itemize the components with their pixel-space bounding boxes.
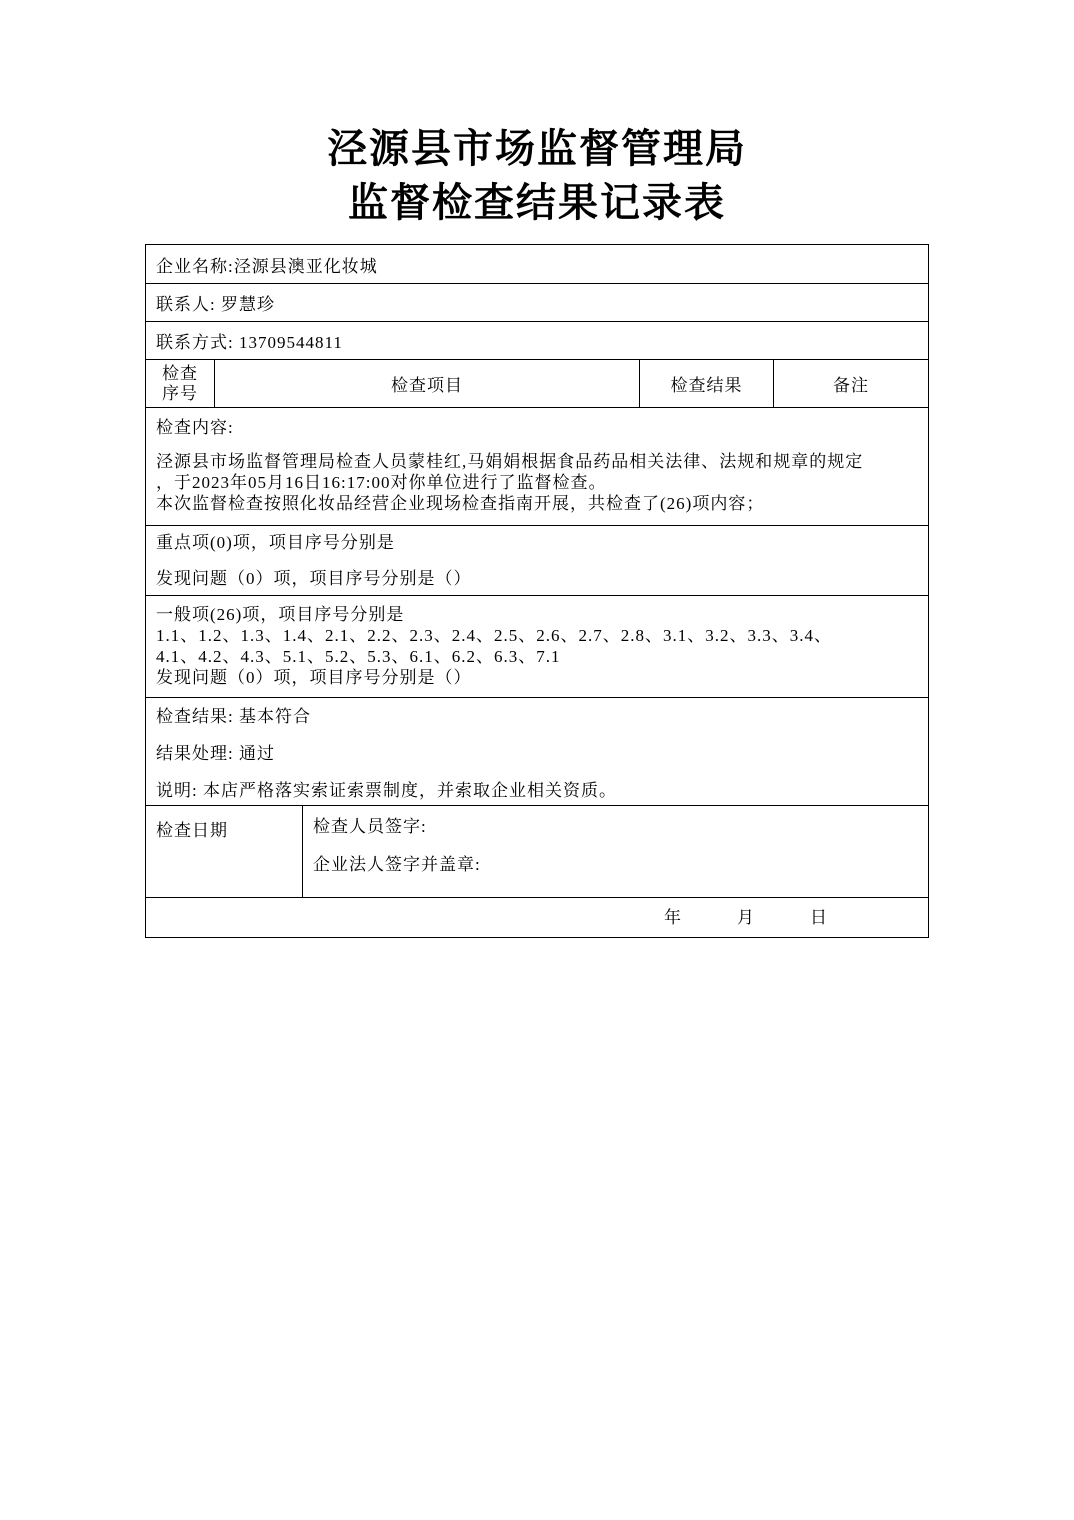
- inspection-result-cell: [146, 698, 929, 806]
- col-header-note: 备注: [774, 360, 929, 408]
- date-fill-in-cell: [146, 898, 929, 938]
- col-header-seq-label: 检查序号: [162, 363, 198, 403]
- contact-person-cell: 联系人: 罗慧珍: [146, 284, 929, 322]
- inspector-signature-label: 检查人员签字:: [313, 817, 427, 836]
- inspection-content-line2: ，于2023年05月16日16:17:00对你单位进行了监督检查。: [156, 473, 607, 492]
- col-header-item: 检查项目: [215, 360, 640, 408]
- contact-phone-cell: 联系方式: 13709544811: [146, 322, 929, 360]
- general-items-numbers-line2: 4.1、4.2、4.3、5.1、5.2、5.3、6.1、6.2、6.3、7.1: [156, 647, 561, 666]
- inspection-content-line3: 本次监督检查按照化妆品经营企业现场检查指南开展，共检查了(26)项内容；: [156, 494, 765, 513]
- key-items-cell: [146, 526, 929, 596]
- legal-person-signature-label: 企业法人签字并盖章:: [313, 855, 481, 874]
- general-items-count-line: 一般项(26)项，项目序号分别是: [156, 605, 405, 624]
- year-label: 年: [664, 908, 682, 927]
- inspection-content-label: 检查内容:: [156, 418, 234, 437]
- general-items-cell: [146, 596, 929, 698]
- inspection-record-table: [145, 244, 929, 938]
- col-header-result: 检查结果: [640, 360, 774, 408]
- result-note-line: 说明: 本店严格落实索证索票制度，并索取企业相关资质。: [156, 781, 617, 800]
- result-handling-line: 结果处理: 通过: [156, 744, 275, 763]
- general-items-numbers-line1: 1.1、1.2、1.3、1.4、2.1、2.2、2.3、2.4、2.5、2.6、2.7、2.8、3.1、3.2、3.3、3.4、: [156, 626, 832, 645]
- doc-title-line2: 监督检查结果记录表: [348, 180, 726, 225]
- key-items-problems-line: 发现问题（0）项，项目序号分别是（）: [156, 569, 472, 588]
- general-items-problems-line: 发现问题（0）项，项目序号分别是（）: [156, 668, 472, 687]
- inspection-date-label-cell: 检查日期: [146, 806, 303, 898]
- result-conclusion-line: 检查结果: 基本符合: [156, 707, 311, 726]
- company-name-cell: 企业名称:泾源县澳亚化妆城: [146, 245, 929, 284]
- signature-cell: [303, 806, 929, 898]
- inspection-content-line1: 泾源县市场监督管理局检查人员蒙桂红,马娟娟根据食品药品相关法律、法规和规章的规定: [156, 452, 864, 471]
- doc-title-line1: 泾源县市场监督管理局: [327, 126, 747, 171]
- key-items-count-line: 重点项(0)项，项目序号分别是: [156, 533, 395, 552]
- inspection-content-cell: [146, 408, 929, 526]
- date-fill-in-line: [664, 907, 918, 928]
- month-label: 月: [737, 908, 755, 927]
- day-label: 日: [810, 908, 828, 927]
- col-header-seq: [146, 360, 215, 408]
